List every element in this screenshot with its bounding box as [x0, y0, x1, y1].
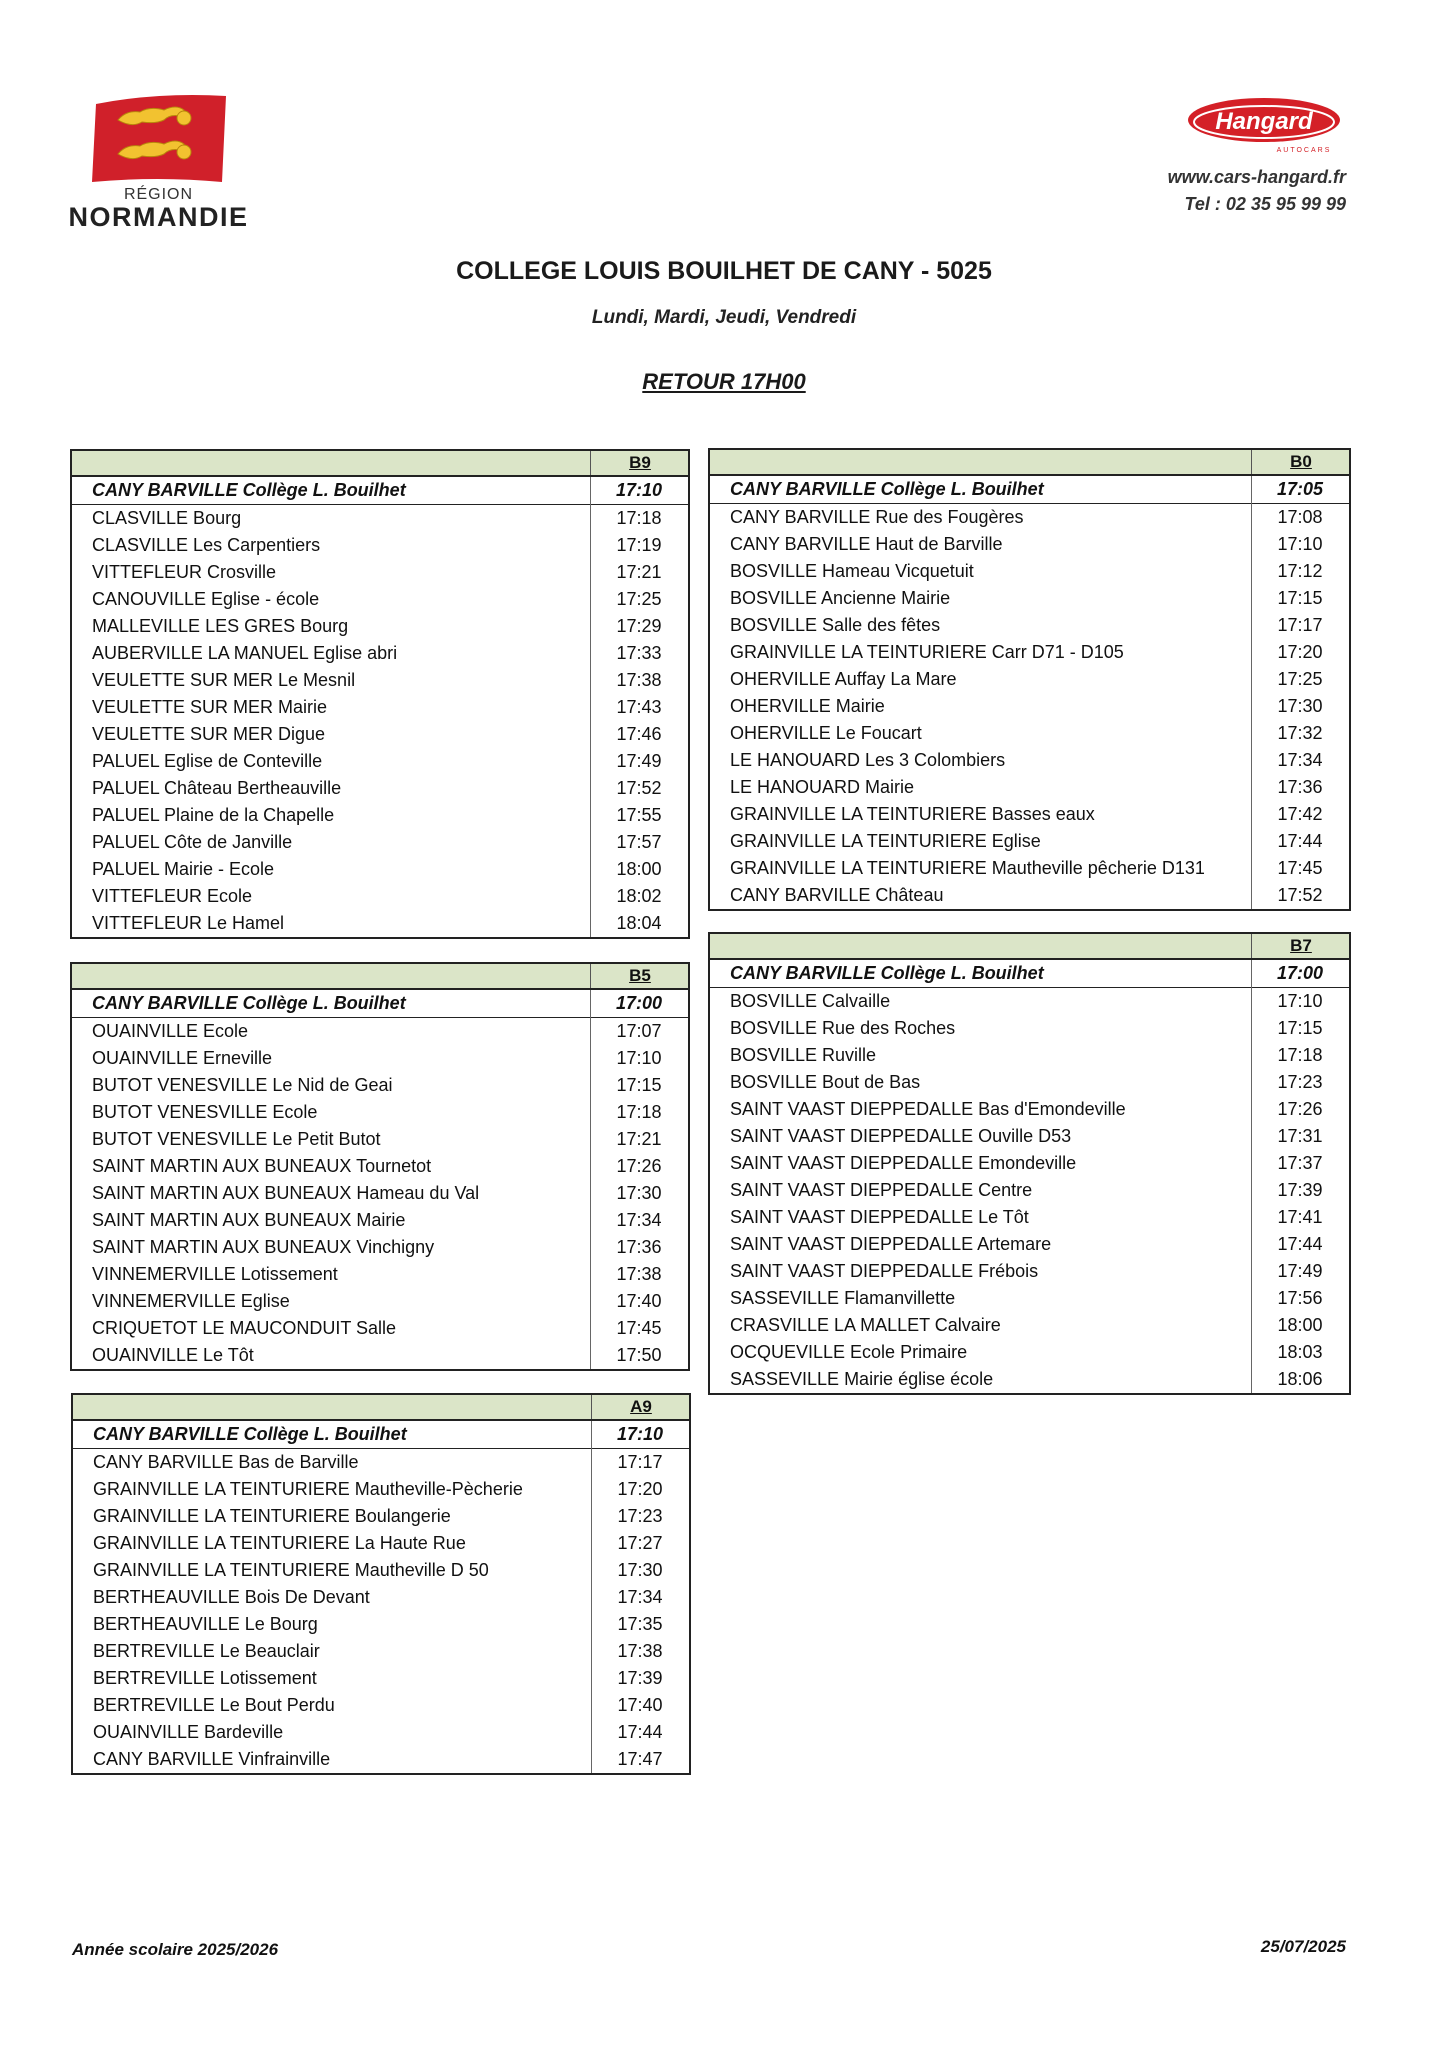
- stop-row: [710, 504, 1349, 531]
- stop-name: OUAINVILLE Bardeville: [93, 1722, 284, 1742]
- stop-row: [73, 1476, 689, 1503]
- stop-row: [72, 613, 688, 640]
- route-table-a9: [71, 1393, 691, 1775]
- stop-row: [72, 1045, 688, 1072]
- stop-row: [72, 586, 688, 613]
- stop-time: 17:10: [616, 1048, 662, 1068]
- stop-name: OUAINVILLE Ecole: [92, 1021, 249, 1041]
- stop-time: 17:30: [617, 1560, 663, 1580]
- stop-name: BUTOT VENESVILLE Ecole: [92, 1102, 318, 1122]
- stop-time: 17:40: [617, 1695, 663, 1715]
- stop-name: CANOUVILLE Eglise - école: [92, 589, 320, 609]
- stop-time: 17:31: [1277, 1126, 1323, 1146]
- stop-name: CANY BARVILLE Rue des Fougères: [730, 507, 1024, 527]
- stop-time: 17:37: [1277, 1153, 1323, 1173]
- stop-name: PALUEL Mairie - Ecole: [92, 859, 275, 879]
- stop-name: GRAINVILLE LA TEINTURIERE Basses eaux: [730, 804, 1095, 824]
- stop-row: [710, 476, 1349, 504]
- stop-row: [73, 1449, 689, 1476]
- stop-time: 17:34: [616, 1210, 662, 1230]
- stop-time: 17:44: [1277, 1234, 1323, 1254]
- stop-name: GRAINVILLE LA TEINTURIERE La Haute Rue: [93, 1533, 466, 1553]
- stop-name: OHERVILLE Auffay La Mare: [730, 669, 957, 689]
- route-header: [72, 964, 688, 990]
- stop-time: 18:04: [616, 913, 662, 933]
- stop-row: [710, 1339, 1349, 1366]
- stop-name: BERTREVILLE Le Bout Perdu: [93, 1695, 335, 1715]
- time-column-divider: [590, 477, 591, 937]
- stop-time: 17:45: [616, 1318, 662, 1338]
- stop-time: 17:00: [615, 993, 663, 1013]
- stop-time: 17:17: [1277, 615, 1323, 635]
- stop-time: 17:08: [1277, 507, 1323, 527]
- stop-row: [710, 1123, 1349, 1150]
- stop-row: [72, 1288, 688, 1315]
- route-header: [72, 451, 688, 477]
- stop-name: GRAINVILLE LA TEINTURIERE Eglise: [730, 831, 1041, 851]
- stop-row: [73, 1530, 689, 1557]
- stop-name: OUAINVILLE Erneville: [92, 1048, 273, 1068]
- stop-name: BERTHEAUVILLE Bois De Devant: [93, 1587, 370, 1607]
- stop-name: GRAINVILLE LA TEINTURIERE Mautheville-Pècherie: [93, 1479, 523, 1499]
- stop-time: 17:38: [617, 1641, 663, 1661]
- stop-row: [72, 1234, 688, 1261]
- stop-name: VITTEFLEUR Crosville: [92, 562, 277, 582]
- stop-row: [72, 1180, 688, 1207]
- stop-row: [710, 1285, 1349, 1312]
- stop-time: 17:26: [1277, 1099, 1323, 1119]
- stop-time: 17:25: [616, 589, 662, 609]
- stop-time: 17:05: [1276, 479, 1324, 499]
- route-header: [710, 934, 1349, 960]
- route-header: [73, 1395, 689, 1421]
- route-table-b0: [708, 448, 1351, 911]
- stop-time: 17:47: [617, 1749, 663, 1769]
- stop-time: 17:19: [616, 535, 662, 555]
- stop-time: 17:56: [1277, 1288, 1323, 1308]
- stop-row: [710, 1258, 1349, 1285]
- stop-time: 17:52: [616, 778, 662, 798]
- stop-row: [73, 1746, 689, 1773]
- stop-time: 17:52: [1277, 885, 1323, 905]
- stop-row: [73, 1638, 689, 1665]
- stop-row: [72, 667, 688, 694]
- stop-name: BERTREVILLE Lotissement: [93, 1668, 317, 1688]
- stop-name: SAINT VAAST DIEPPEDALLE Artemare: [730, 1234, 1052, 1254]
- stop-row: [710, 747, 1349, 774]
- route-code: B5: [590, 964, 689, 988]
- stop-name: VEULETTE SUR MER Le Mesnil: [92, 670, 356, 690]
- stop-row: [72, 1018, 688, 1045]
- stop-time: 17:38: [616, 670, 662, 690]
- route-table-b7: [708, 932, 1351, 1395]
- stop-time: 17:43: [616, 697, 662, 717]
- stop-row: [73, 1692, 689, 1719]
- stop-name: OUAINVILLE Le Tôt: [92, 1345, 254, 1365]
- stop-name: SAINT VAAST DIEPPEDALLE Frébois: [730, 1261, 1039, 1281]
- stop-time: 17:44: [1277, 831, 1323, 851]
- route-code: B7: [1251, 934, 1350, 958]
- hangard-logo: [1186, 96, 1342, 156]
- stop-name: BOSVILLE Ruville: [730, 1045, 877, 1065]
- stop-time: 17:45: [1277, 858, 1323, 878]
- stop-time: 17:36: [1277, 777, 1323, 797]
- stop-row: [710, 1177, 1349, 1204]
- stop-time: 17:23: [1277, 1072, 1323, 1092]
- stop-time: 17:25: [1277, 669, 1323, 689]
- stop-name: LE HANOUARD Les 3 Colombiers: [730, 750, 1006, 770]
- stop-time: 17:27: [617, 1533, 663, 1553]
- stop-time: 17:57: [616, 832, 662, 852]
- stop-name: CLASVILLE Bourg: [92, 508, 242, 528]
- stop-name: VITTEFLEUR Ecole: [92, 886, 253, 906]
- stop-name: CANY BARVILLE Collège L. Bouilhet: [730, 479, 1044, 499]
- stop-row: [710, 1150, 1349, 1177]
- hangard-logo-text: Hangard: [1215, 108, 1313, 135]
- stop-name: VINNEMERVILLE Eglise: [92, 1291, 290, 1311]
- stop-name: OHERVILLE Mairie: [730, 696, 885, 716]
- stop-name: SAINT MARTIN AUX BUNEAUX Vinchigny: [92, 1237, 435, 1257]
- stop-row: [710, 1096, 1349, 1123]
- stop-name: BOSVILLE Hameau Vicquetuit: [730, 561, 974, 581]
- stop-time: 17:26: [616, 1156, 662, 1176]
- stop-time: 17:21: [616, 562, 662, 582]
- stop-time: 17:18: [616, 508, 662, 528]
- stop-name: BOSVILLE Bout de Bas: [730, 1072, 921, 1092]
- normandy-flag-icon: [88, 90, 230, 186]
- stop-name: CANY BARVILLE Château: [730, 885, 944, 905]
- stop-row: [710, 960, 1349, 988]
- stop-row: [72, 883, 688, 910]
- stop-time: 17:46: [616, 724, 662, 744]
- stop-name: SAINT VAAST DIEPPEDALLE Le Tôt: [730, 1207, 1029, 1227]
- stop-time: 17:39: [1277, 1180, 1323, 1200]
- stop-name: SAINT VAAST DIEPPEDALLE Ouville D53: [730, 1126, 1072, 1146]
- stop-time: 17:10: [616, 1424, 664, 1444]
- page-title: COLLEGE LOUIS BOUILHET DE CANY - 5025: [456, 257, 992, 285]
- stop-row: [710, 1069, 1349, 1096]
- stop-time: 17:18: [616, 1102, 662, 1122]
- stop-name: CRASVILLE LA MALLET Calvaire: [730, 1315, 1001, 1335]
- stop-name: LE HANOUARD Mairie: [730, 777, 915, 797]
- stop-row: [710, 1204, 1349, 1231]
- stop-row: [73, 1503, 689, 1530]
- stop-time: 17:34: [617, 1587, 663, 1607]
- stop-time: 17:49: [1277, 1261, 1323, 1281]
- stop-row: [72, 802, 688, 829]
- stop-row: [710, 1312, 1349, 1339]
- stop-name: CANY BARVILLE Bas de Barville: [93, 1452, 359, 1472]
- stop-name: VEULETTE SUR MER Mairie: [92, 697, 328, 717]
- stop-row: [72, 1261, 688, 1288]
- stop-name: VITTEFLEUR Le Hamel: [92, 913, 285, 933]
- time-column-divider: [1251, 960, 1252, 1393]
- stop-time: 17:50: [616, 1345, 662, 1365]
- stop-name: VEULETTE SUR MER Digue: [92, 724, 326, 744]
- stop-row: [710, 828, 1349, 855]
- stop-time: 17:21: [616, 1129, 662, 1149]
- stop-row: [72, 1315, 688, 1342]
- stop-name: BERTHEAUVILLE Le Bourg: [93, 1614, 318, 1634]
- region-normandie-logo: [66, 90, 251, 230]
- stop-name: AUBERVILLE LA MANUEL Eglise abri: [92, 643, 398, 663]
- stop-row: [710, 639, 1349, 666]
- stop-name: BOSVILLE Ancienne Mairie: [730, 588, 951, 608]
- stop-time: 17:30: [1277, 696, 1323, 716]
- stop-row: [72, 990, 688, 1018]
- stop-time: 17:15: [616, 1075, 662, 1095]
- document-date: 25/07/2025: [1260, 1937, 1346, 1956]
- stop-name: MALLEVILLE LES GRES Bourg: [92, 616, 349, 636]
- stop-time: 17:44: [617, 1722, 663, 1742]
- region-label-big: NORMANDIE: [68, 202, 249, 232]
- stop-time: 17:15: [1277, 588, 1323, 608]
- stop-time: 17:49: [616, 751, 662, 771]
- stop-time: 17:36: [616, 1237, 662, 1257]
- stop-time: 17:35: [617, 1614, 663, 1634]
- stop-name: CANY BARVILLE Collège L. Bouilhet: [92, 993, 406, 1013]
- stop-name: BOSVILLE Calvaille: [730, 991, 891, 1011]
- stop-name: SASSEVILLE Mairie église école: [730, 1369, 994, 1389]
- route-table-b9: [70, 449, 690, 939]
- stop-name: BERTREVILLE Le Beauclair: [93, 1641, 320, 1661]
- stop-row: [73, 1719, 689, 1746]
- stop-row: [72, 910, 688, 937]
- stop-row: [710, 531, 1349, 558]
- stop-row: [710, 1042, 1349, 1069]
- stop-row: [710, 1015, 1349, 1042]
- stop-name: OHERVILLE Le Foucart: [730, 723, 922, 743]
- stop-name: CANY BARVILLE Collège L. Bouilhet: [92, 480, 406, 500]
- stop-time: 17:20: [1277, 642, 1323, 662]
- service-days: Lundi, Mardi, Jeudi, Vendredi: [591, 307, 857, 328]
- stop-name: PALUEL Plaine de la Chapelle: [92, 805, 335, 825]
- route-header: [710, 450, 1349, 476]
- stop-name: CRIQUETOT LE MAUCONDUIT Salle: [92, 1318, 397, 1338]
- stop-name: OCQUEVILLE Ecole Primaire: [730, 1342, 968, 1362]
- stop-row: [710, 585, 1349, 612]
- region-label-small: RÉGION: [123, 186, 194, 203]
- stop-time: 17:55: [616, 805, 662, 825]
- route-code: A9: [591, 1395, 690, 1419]
- stop-time: 17:20: [617, 1479, 663, 1499]
- stop-row: [710, 774, 1349, 801]
- stop-time: 17:00: [1276, 963, 1324, 983]
- hangard-logo-subtext: AUTOCARS: [1276, 147, 1332, 154]
- stop-time: 17:41: [1277, 1207, 1323, 1227]
- stop-name: PALUEL Côte de Janville: [92, 832, 293, 852]
- route-table-b5: [70, 962, 690, 1371]
- stop-time: 17:39: [617, 1668, 663, 1688]
- stop-row: [72, 856, 688, 883]
- stop-row: [72, 1342, 688, 1369]
- stop-row: [710, 855, 1349, 882]
- stop-time: 17:10: [1277, 991, 1323, 1011]
- stop-name: CANY BARVILLE Vinfrainville: [93, 1749, 331, 1769]
- stop-name: BUTOT VENESVILLE Le Nid de Geai: [92, 1075, 393, 1095]
- stop-row: [72, 477, 688, 505]
- stop-name: GRAINVILLE LA TEINTURIERE Boulangerie: [93, 1506, 451, 1526]
- stop-row: [72, 1072, 688, 1099]
- stop-row: [72, 505, 688, 532]
- stop-row: [72, 1207, 688, 1234]
- route-code: B9: [590, 451, 689, 475]
- stop-time: 17:38: [616, 1264, 662, 1284]
- stop-name: PALUEL Eglise de Conteville: [92, 751, 323, 771]
- stop-row: [710, 612, 1349, 639]
- stop-name: SAINT MARTIN AUX BUNEAUX Tournetot: [92, 1156, 432, 1176]
- stop-name: SAINT VAAST DIEPPEDALLE Bas d'Emondeville: [730, 1099, 1126, 1119]
- stop-name: CLASVILLE Les Carpentiers: [92, 535, 321, 555]
- stop-time: 17:10: [1277, 534, 1323, 554]
- stop-time: 17:15: [1277, 1018, 1323, 1038]
- time-column-divider: [1251, 476, 1252, 909]
- stop-row: [72, 775, 688, 802]
- stop-time: 17:30: [616, 1183, 662, 1203]
- school-year: Année scolaire 2025/2026: [72, 1940, 279, 1959]
- stop-row: [73, 1421, 689, 1449]
- stop-name: BUTOT VENESVILLE Le Petit Butot: [92, 1129, 381, 1149]
- stop-name: SAINT MARTIN AUX BUNEAUX Mairie: [92, 1210, 406, 1230]
- stop-row: [710, 1366, 1349, 1393]
- stop-name: GRAINVILLE LA TEINTURIERE Carr D71 - D105: [730, 642, 1124, 662]
- stop-row: [72, 532, 688, 559]
- stop-row: [710, 801, 1349, 828]
- company-phone: Tel : 02 35 95 99 99: [1184, 194, 1346, 214]
- stop-name: VINNEMERVILLE Lotissement: [92, 1264, 338, 1284]
- stop-row: [72, 559, 688, 586]
- stop-row: [72, 1153, 688, 1180]
- stop-name: SAINT VAAST DIEPPEDALLE Emondeville: [730, 1153, 1077, 1173]
- stop-time: 17:18: [1277, 1045, 1323, 1065]
- stop-row: [710, 558, 1349, 585]
- stop-time: 17:29: [616, 616, 662, 636]
- stop-time: 18:03: [1277, 1342, 1323, 1362]
- stop-time: 18:00: [1277, 1315, 1323, 1335]
- stop-time: 17:23: [617, 1506, 663, 1526]
- stop-row: [73, 1557, 689, 1584]
- route-code: B0: [1251, 450, 1350, 474]
- stop-name: BOSVILLE Rue des Roches: [730, 1018, 956, 1038]
- stop-row: [72, 829, 688, 856]
- stop-name: CANY BARVILLE Collège L. Bouilhet: [93, 1424, 407, 1444]
- stop-time: 18:02: [616, 886, 662, 906]
- stop-time: 17:32: [1277, 723, 1323, 743]
- stop-time: 17:42: [1277, 804, 1323, 824]
- stop-name: GRAINVILLE LA TEINTURIERE Mautheville pêcherie D131: [730, 858, 1205, 878]
- stop-name: GRAINVILLE LA TEINTURIERE Mautheville D 50: [93, 1560, 489, 1580]
- stop-name: SAINT VAAST DIEPPEDALLE Centre: [730, 1180, 1033, 1200]
- company-website: www.cars-hangard.fr: [1167, 167, 1346, 187]
- stop-row: [710, 666, 1349, 693]
- stop-row: [72, 640, 688, 667]
- stop-time: 17:17: [617, 1452, 663, 1472]
- stop-name: CANY BARVILLE Collège L. Bouilhet: [730, 963, 1044, 983]
- time-column-divider: [590, 990, 591, 1369]
- stop-row: [73, 1665, 689, 1692]
- stop-time: 18:00: [616, 859, 662, 879]
- stop-row: [710, 882, 1349, 909]
- return-time-heading: RETOUR 17H00: [642, 369, 806, 394]
- stop-row: [72, 1126, 688, 1153]
- stop-name: SAINT MARTIN AUX BUNEAUX Hameau du Val: [92, 1183, 480, 1203]
- stop-row: [72, 1099, 688, 1126]
- stop-row: [710, 693, 1349, 720]
- stop-row: [710, 1231, 1349, 1258]
- stop-time: 17:40: [616, 1291, 662, 1311]
- stop-time: 17:12: [1277, 561, 1323, 581]
- stop-row: [73, 1611, 689, 1638]
- stop-row: [710, 720, 1349, 747]
- stop-row: [72, 748, 688, 775]
- time-column-divider: [591, 1421, 592, 1773]
- stop-time: 18:06: [1277, 1369, 1323, 1389]
- stop-name: CANY BARVILLE Haut de Barville: [730, 534, 1003, 554]
- stop-row: [73, 1584, 689, 1611]
- stop-time: 17:10: [615, 480, 663, 500]
- stop-row: [72, 721, 688, 748]
- stop-time: 17:34: [1277, 750, 1323, 770]
- stop-time: 17:07: [616, 1021, 662, 1041]
- stop-name: BOSVILLE Salle des fêtes: [730, 615, 941, 635]
- stop-name: SASSEVILLE Flamanvillette: [730, 1288, 956, 1308]
- stop-time: 17:33: [616, 643, 662, 663]
- stop-row: [710, 988, 1349, 1015]
- stop-name: PALUEL Château Bertheauville: [92, 778, 342, 798]
- stop-row: [72, 694, 688, 721]
